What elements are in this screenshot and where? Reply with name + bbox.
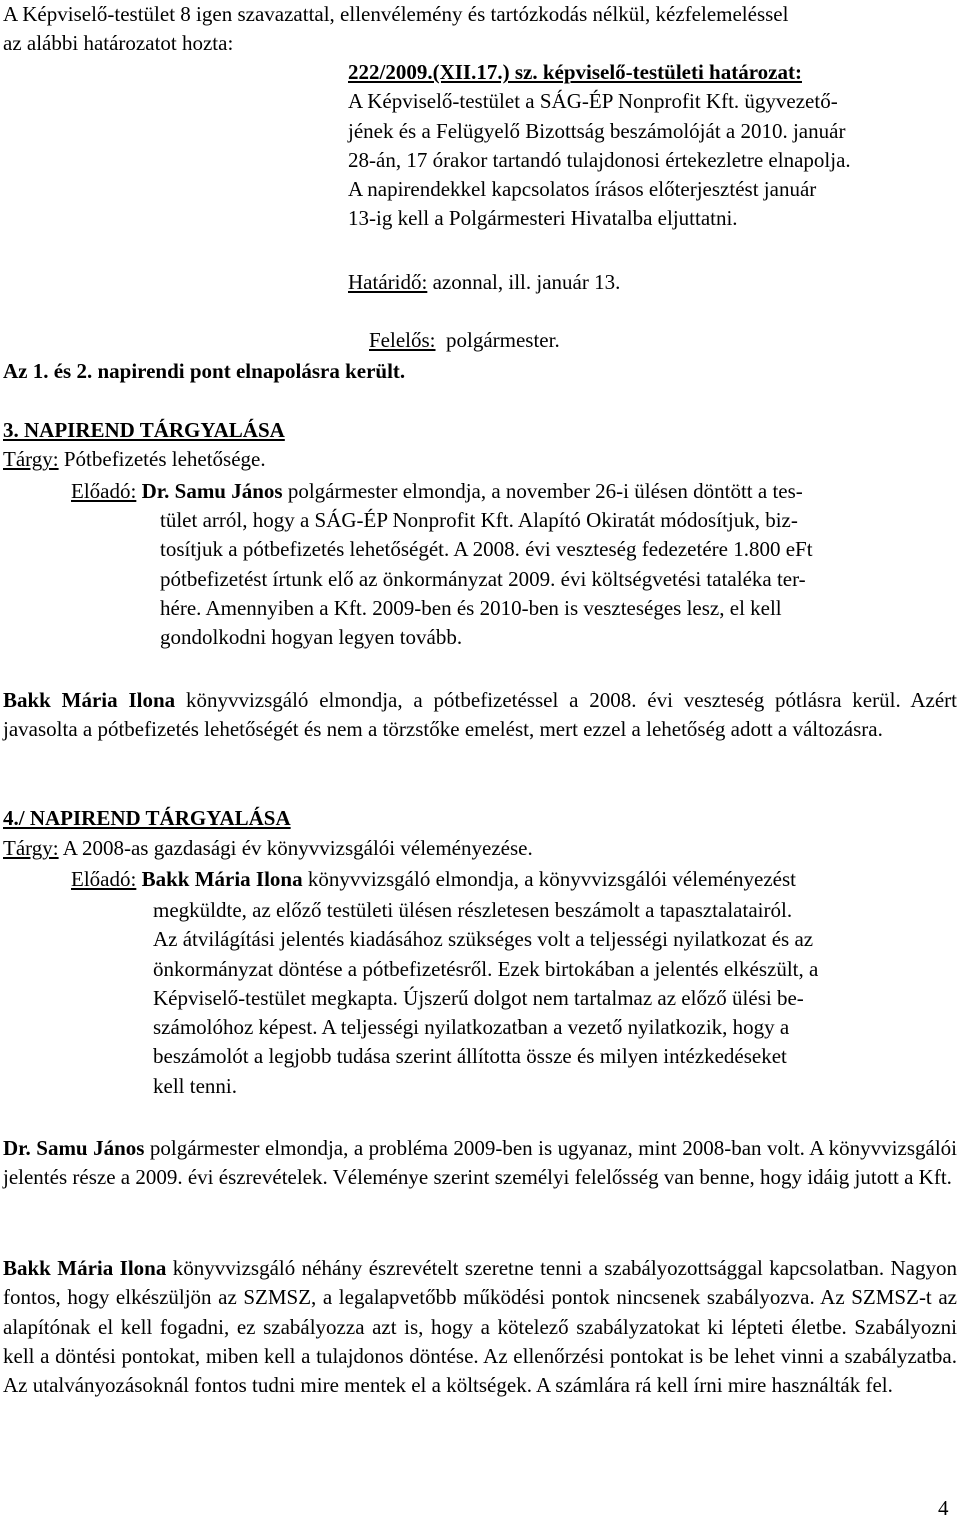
agenda4-line: kell tenni. [153, 1073, 237, 1098]
resolution-title: 222/2009.(XII.17.) sz. képviselő-testületi határozat: [348, 60, 802, 84]
agenda3-line: hére. Amennyiben a Kft. 2009-ben és 2010-ben is veszteséges lesz, el kell [160, 595, 782, 620]
agenda4-line: Az átvilágítási jelentés kiadásához szükséges volt a teljességi nyilatkozat és az [153, 927, 814, 952]
agenda4-line: számolóhoz képest. A teljességi nyilatkozatban a vezető nyilatkozik, hogy a [153, 1015, 790, 1040]
resolution-line: A Képviselő-testület a SÁG-ÉP Nonprofit Kft. ügyvezető- [348, 89, 838, 114]
agenda4-mayor-text: polgármester elmondja, a probléma 2009-ben is ugyanaz, mint 2008-ban volt. A könyvvizsgálói jelentés része a 2009. évi észrevételek. Véleménye szerint személyi felelősség van benne, hogy idáig jutott a Kft. [3, 1136, 957, 1190]
agenda3-presenter-continuation [160, 506, 960, 652]
agenda4-subject [3, 834, 533, 863]
agenda4-heading: 4./ NAPIREND TÁRGYALÁSA [3, 806, 291, 830]
agenda3-presenter-text: polgármester elmondja, a november 26-i ülésen döntött a tes- [282, 479, 803, 503]
agenda3-line: gondolkodni hogyan legyen tovább. [160, 625, 463, 650]
agenda4-line: Képviselő-testület megkapta. Újszerű dolgot nem tartalmaz az előző ülési be- [153, 985, 804, 1010]
agenda3-line: pótbefizetést írtunk elő az önkormányzat 2009. évi költségvetési tataléka ter- [160, 566, 806, 591]
agenda3-auditor-name: Bakk Mária Ilona [3, 688, 176, 712]
agenda4-auditor-name: Bakk Mária Ilona [3, 1256, 167, 1280]
agenda4-mayor-paragraph [3, 1134, 957, 1193]
deadline-value: azonnal, ill. január 13. [427, 270, 621, 294]
intro-line-1: A Képviselő-testület 8 igen szavazattal, ellenvélemény és tartózkodás nélkül, kézfelemeléssel [3, 2, 789, 26]
agenda3-presenter-label: Előadó: [71, 479, 137, 503]
agenda3-presenter-name: Dr. Samu János [136, 479, 283, 503]
agenda4-line: megküldte, az előző testületi ülésen részletesen beszámolt a tapasztalatairól. [153, 898, 793, 922]
responsible-label: Felelős: [369, 328, 436, 353]
page-number: 4 [938, 1496, 949, 1520]
resolution-line: 13-ig kell a Polgármesteri Hivatalba eljuttatni. [348, 206, 738, 231]
resolution-line: 28-án, 17 órakor tartandó tulajdonosi értekezletre elnapolja. [348, 147, 851, 172]
responsible-value: polgármester. [435, 328, 560, 353]
agenda4-subject-label: Tárgy: [3, 836, 59, 860]
agenda4-auditor-text: könyvvizsgáló néhány észrevételt szeretne tenni a szabályozottsággal kapcsolatban. Nagyon fontos, hogy elkészüljön az SZMSZ, a legalapvetőbb működési pontok nincsenek szabályozva. Az SZMSZ-t az alapítónak el kell fogadni, ez szabályozza azt is, hogy a kötelező szabályzatokat ki lépteti életbe. Szabályozni kell a döntési pontokat, miben kell a tulajdonos döntése. Az ellenőrzési pontokat is be lehet vinni a szabályzatba. Az utalványozásoknál fontos tudni mire mentek el a költségek. A számlára rá kell írni mire használták fel. [3, 1256, 958, 1398]
agenda4-mayor-name: Dr. Samu János [3, 1136, 145, 1160]
resolution-deadline [348, 268, 620, 297]
agenda3-heading: 3. NAPIREND TÁRGYALÁSA [3, 418, 285, 442]
agenda4-presenter-label: Előadó: [71, 867, 137, 891]
agenda4-presenter-continuation [153, 896, 958, 1101]
agenda4-auditor-paragraph [3, 1254, 957, 1400]
agenda4-line: beszámolót a legjobb tudása szerint állította össze és milyen intézkedéseket [153, 1044, 787, 1069]
agenda4-line: önkormányzat döntése a pótbefizetésről. Ezek birtokában a jelentés elkészült, a [153, 956, 819, 981]
intro-line-2: az alábbi határozatot hozta: [3, 31, 234, 55]
resolution-block [348, 58, 958, 234]
resolution-line: A napirendekkel kapcsolatos írásos előterjesztést január [348, 177, 817, 202]
agenda4-presenter-name: Bakk Mária Ilona [136, 867, 303, 891]
agenda3-subject-label: Tárgy: [3, 447, 59, 471]
deadline-label: Határidő: [348, 270, 428, 294]
agenda4-subject-value: A 2008-as gazdasági év könyvvizsgálói véleményezése. [58, 836, 533, 860]
agenda4-presenter-line [71, 865, 796, 894]
agenda3-subject-value: Pótbefizetés lehetősége. [58, 447, 266, 471]
agenda3-line: tület arról, hogy a SÁG-ÉP Nonprofit Kft. Alapító Okiratát módosítjuk, biz- [160, 508, 798, 532]
agenda3-presenter-line [71, 477, 803, 506]
postponed-note: Az 1. és 2. napirendi pont elnapolásra került. [3, 359, 406, 383]
agenda3-subject [3, 445, 266, 474]
agenda3-line: tosítjuk a pótbefizetés lehetőségét. A 2008. évi veszteség fedezetére 1.800 eFt [160, 537, 813, 562]
resolution-line: jének és a Felügyelő Bizottság beszámolóját a 2010. január [348, 118, 846, 143]
agenda4-presenter-text: könyvvizsgáló elmondja, a könyvvizsgálói véleményezést [302, 867, 796, 891]
agenda3-auditor-text: könyvvizsgáló elmondja, a pótbefizetéssel a 2008. évi veszteség pótlásra kerül. Azért javasolta a pótbefizetés lehetőségét és nem a törzstőke emelést, mert ezzel a lehetőség adott a változásra. [3, 688, 957, 742]
agenda3-auditor-paragraph [3, 686, 957, 745]
